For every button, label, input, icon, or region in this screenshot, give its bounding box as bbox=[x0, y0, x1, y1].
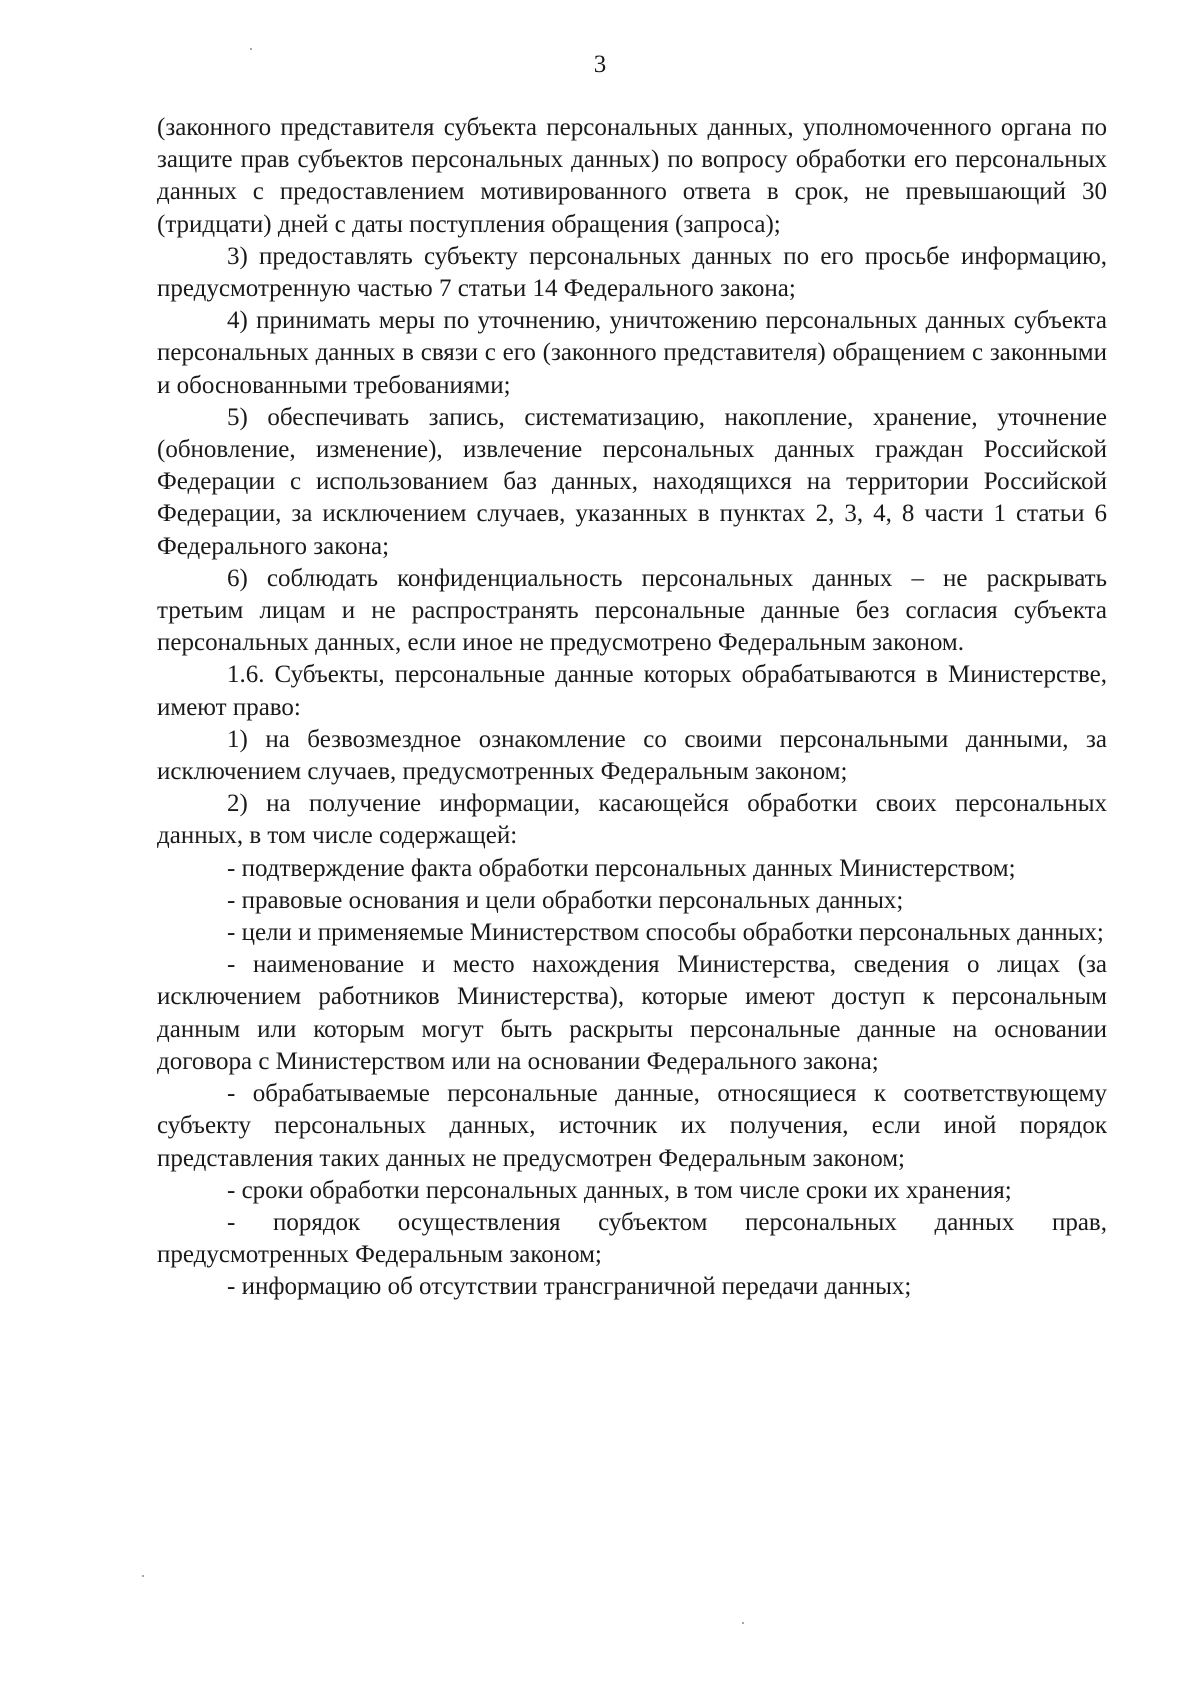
paragraph-continuation: (законного представителя субъекта персональных данных, уполномоченного органа по защите прав субъектов персональных данных) по вопросу обработки его персональных данных с предоставлением мотивированного ответа в срок, не превышающий 30 (тридцати) дней с даты поступления обращения (запроса); bbox=[157, 114, 1107, 238]
scan-speck bbox=[742, 1622, 744, 1624]
document-body bbox=[157, 112, 1107, 1304]
scan-speck bbox=[142, 1575, 144, 1577]
paragraph-item-3: 3) предоставлять субъекту персональных данных по его просьбе информацию, предусмотренную частью 7 статьи 14 Федерального закона; bbox=[157, 242, 1107, 303]
list-item-cross-border: - информацию об отсутствии трансграничной передачи данных; bbox=[227, 1273, 912, 1301]
paragraph-item-5: 5) обеспечивать запись, систематизацию, накопление, хранение, уточнение (обновление, изменение), извлечение персональных данных граждан Российской Федерации с использованием баз данных, находящихся на территории Российской Федерации, за исключением случаев, указанных в пунктах 2, 3, 4, 8 части 1 статьи 6 Федерального закона; bbox=[157, 403, 1107, 560]
paragraph-right-1: 1) на безвозмездное ознакомление со своими персональными данными, за исключением случаев, предусмотренных Федеральным законом; bbox=[157, 725, 1107, 786]
list-item-procedure: - порядок осуществления субъектом персональных данных прав, предусмотренных Федеральным законом; bbox=[157, 1208, 1107, 1269]
list-item-terms: - сроки обработки персональных данных, в том числе сроки их хранения; bbox=[227, 1176, 1012, 1204]
page-number: 3 bbox=[593, 51, 607, 78]
list-item-processed-data: - обрабатываемые персональные данные, относящиеся к соответствующему субъекту персональных данных, источник их получения, если иной порядок представления таких данных не предусмотрен Федеральным законом; bbox=[157, 1080, 1107, 1172]
list-item-confirmation: - подтверждение факта обработки персональных данных Министерством; bbox=[227, 854, 1016, 882]
list-item-ministry-info: - наименование и место нахождения Министерства, сведения о лицах (за исключением работников Министерства), которые имеют доступ к персональным данным или которым могут быть раскрыты персональные данные на основании договора с Министерством или на основании Федерального закона; bbox=[157, 951, 1107, 1075]
paragraph-right-2: 2) на получение информации, касающейся обработки своих персональных данных, в том числе содержащей: bbox=[157, 790, 1107, 850]
paragraph-item-4: 4) принимать меры по уточнению, уничтожению персональных данных субъекта персональных данных в связи с его (законного представителя) обращением с законными и обоснованными требованиями; bbox=[157, 307, 1107, 399]
scan-speck bbox=[250, 48, 252, 50]
paragraph-item-6: 6) соблюдать конфиденциальность персональных данных – не раскрывать третьим лицам и не распространять персональные данные без согласия субъекта персональных данных, если иное не предусмотрено Федеральным законом. bbox=[157, 564, 1107, 657]
list-item-legal-grounds: - правовые основания и цели обработки персональных данных; bbox=[227, 886, 904, 914]
list-item-purposes: - цели и применяемые Министерством способы обработки персональных данных; bbox=[227, 919, 1104, 947]
paragraph-section-1-6: 1.6. Субъекты, персональные данные которых обрабатываются в Министерстве, имеют право: bbox=[157, 661, 1107, 721]
